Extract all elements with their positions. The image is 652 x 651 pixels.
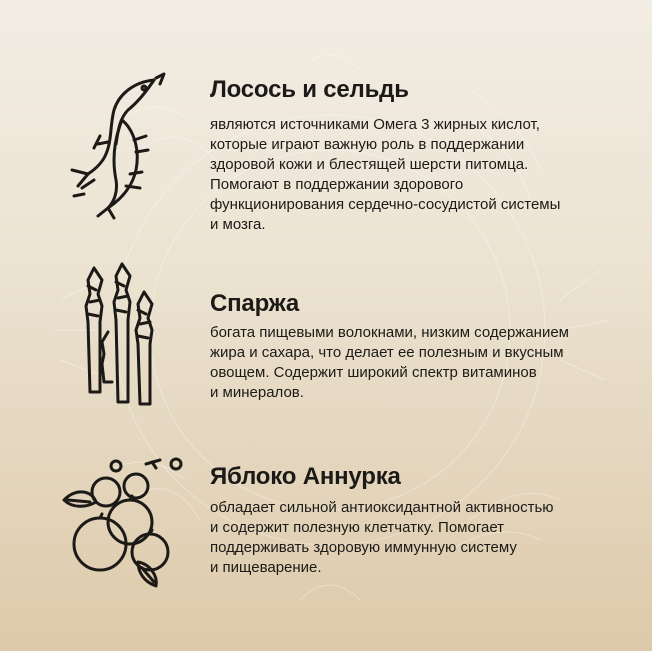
description-line: Помогают в поддержании здорового [210, 176, 464, 193]
description-line: и минералов. [210, 384, 304, 401]
asparagus-icon [74, 262, 164, 410]
description-line: поддерживать здоровую иммунную систему [210, 539, 517, 556]
description-line: являются источниками Омега 3 жирных кислот, [210, 116, 540, 133]
description-line: и содержит полезную клетчатку. Помогает [210, 519, 505, 536]
description-line: овощем. Содержит широкий спектр витаминов [210, 364, 537, 381]
item-title: Спаржа [210, 290, 299, 317]
description-line: и мозга. [210, 216, 266, 233]
item-description [210, 498, 554, 578]
apple-icon [60, 452, 190, 588]
description-line: богата пищевыми волокнами, низким содержанием [210, 324, 569, 341]
description-line: обладает сильной антиоксидантной активностью [210, 499, 554, 516]
item-title: Яблоко Аннурка [210, 463, 401, 490]
item-title: Лосось и сельдь [210, 76, 409, 103]
description-line: функционирования сердечно-сосудистой системы [210, 196, 561, 213]
item-description [210, 323, 569, 403]
fish-icon [64, 70, 174, 220]
description-line: которые играют важную роль в поддержании [210, 136, 525, 153]
item-description [210, 115, 560, 235]
description-line: здоровой кожи и блестящей шерсти питомца. [210, 156, 529, 173]
description-line: и пищеварение. [210, 559, 322, 576]
description-line: жира и сахара, что делает ее полезным и вкусным [210, 344, 564, 361]
